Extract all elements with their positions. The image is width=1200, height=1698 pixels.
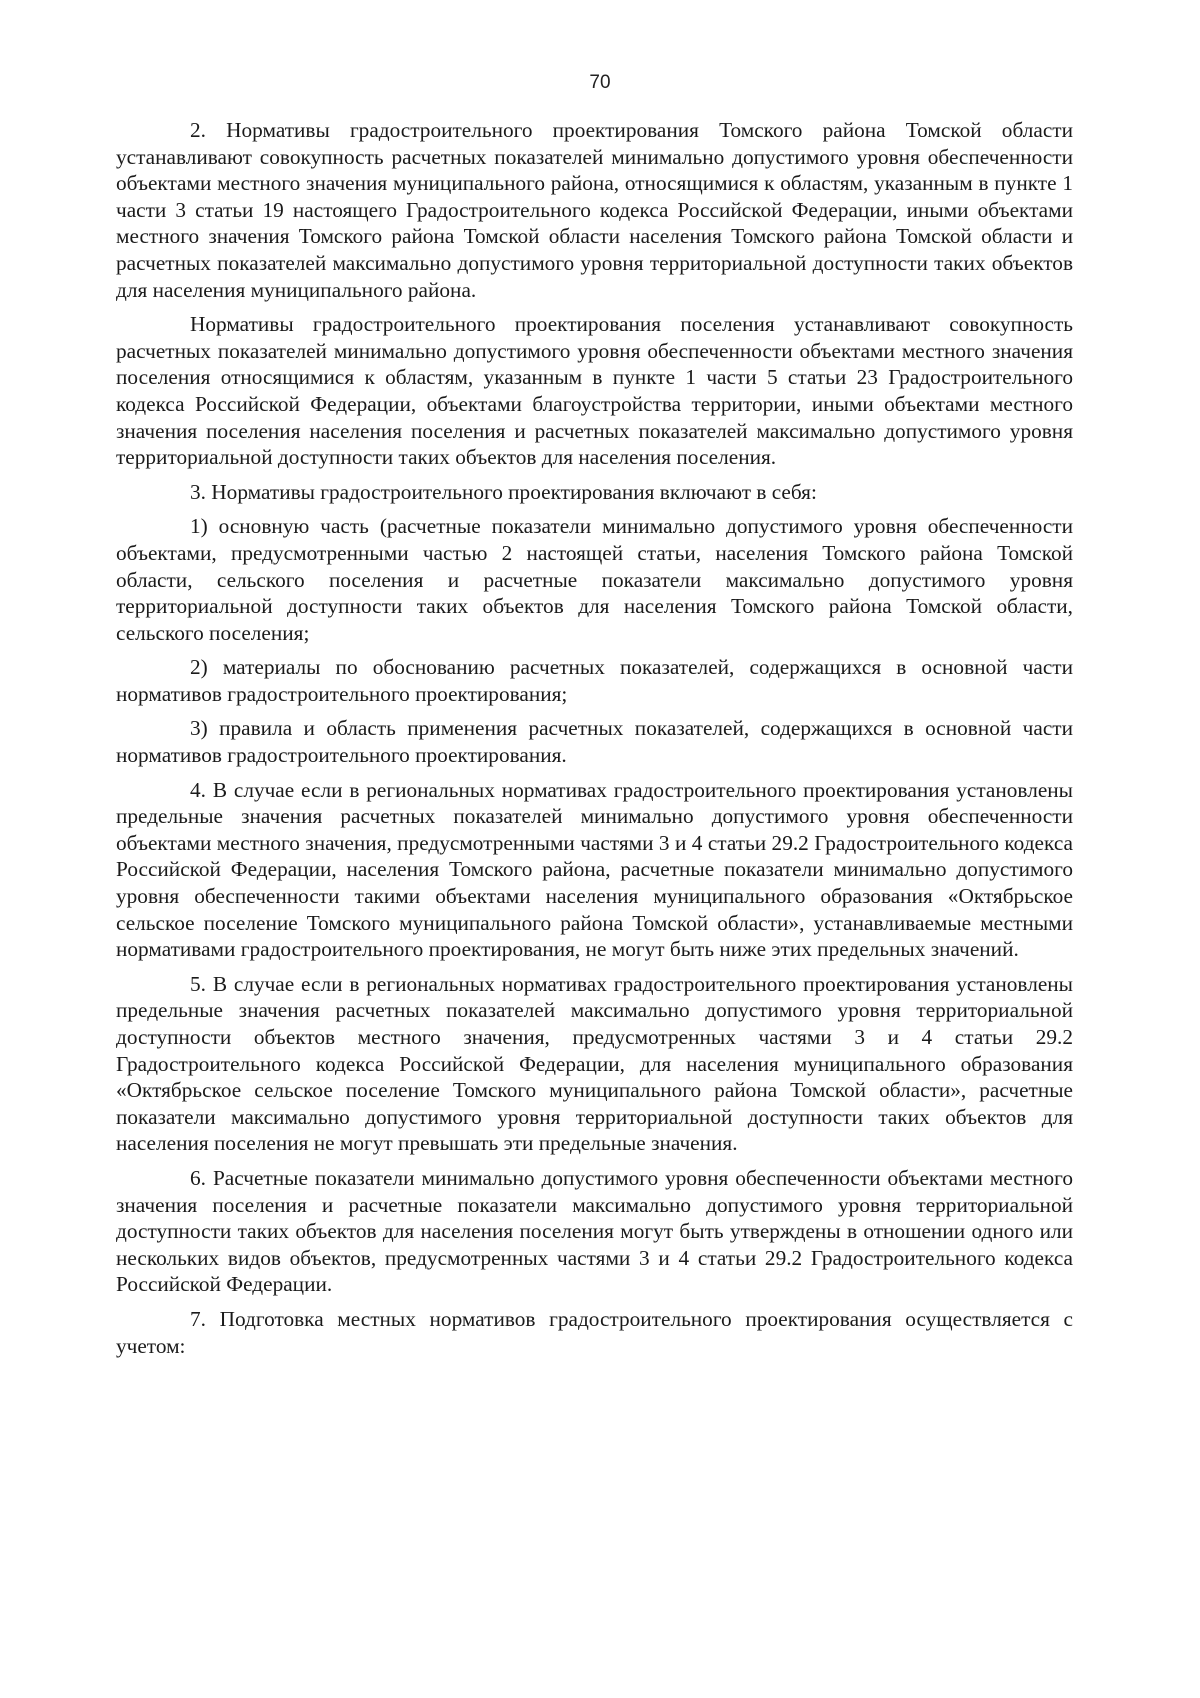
list-item-2-justification: 2) материалы по обоснованию расчетных показателей, содержащихся в основной части нормативов градостроительного проектирования; (116, 655, 1073, 706)
paragraph-4-minimum-values: 4. В случае если в региональных нормативах градостроительного проектирования установлены предельные значения расчетных показателей минимально допустимого уровня обеспеченности объектами местного значения, предусмотренными частями 3 и 4 статьи 29.2 Градостроительного кодекса Российской Федерации, населения Томского района, расчетные показатели минимально допустимого уровня обеспеченности такими объектами населения муниципального образования «Октябрьское сельское поселение Томского муниципального района Томской области», устанавливаемые местными нормативами градостроительного проектирования, не могут быть ниже этих предельных значений. (116, 777, 1073, 962)
document-body (116, 117, 1073, 1367)
paragraph-5-accessibility-values: 5. В случае если в региональных нормативах градостроительного проектирования установлены предельные значения расчетных показателей максимально допустимого уровня территориальной доступности объектов местного значения, предусмотренных частями 3 и 4 статьи 29.2 Градостроительного кодекса Российской Федерации, для населения муниципального образования «Октябрьское сельское поселение Томского муниципального района Томской области», расчетные показатели максимально допустимого уровня территориальной доступности таких объектов для населения поселения не могут превышать эти предельные значения. (116, 971, 1073, 1156)
page-number: 70 (589, 72, 611, 93)
list-item-3-rules: 3) правила и область применения расчетных показателей, содержащихся в основной части нормативов градостроительного проектирования. (116, 716, 1073, 768)
paragraph-2-municipal-norms: 2. Нормативы градостроительного проектирования Томского района Томской области устанавливают совокупность расчетных показателей минимально допустимого уровня обеспеченности объектами местного значения муниципального района, относящимися к областям, указанным в пункте 1 части 3 статьи 19 настоящего Градостроительного кодекса Российской Федерации, иными объектами местного значения Томского района Томской области населения Томского района Томской области и расчетных показателей максимально допустимого уровня территориальной доступности таких объектов для населения муниципального района. (116, 118, 1073, 302)
paragraph-3-contents: 3. Нормативы градостроительного проектирования включают в себя: (190, 479, 817, 504)
paragraph-7-preparation: 7. Подготовка местных нормативов градостроительного проектирования осуществляется с учетом: (116, 1306, 1073, 1358)
list-item-1-main-part: 1) основную часть (расчетные показатели минимально допустимого уровня обеспеченности объектами, предусмотренными частью 2 настоящей статьи, населения Томского района Томской области, сельского поселения и расчетные показатели максимально допустимого уровня территориальной доступности таких объектов для населения Томского района Томской области, сельского поселения; (116, 514, 1073, 645)
paragraph-6-approval: 6. Расчетные показатели минимально допустимого уровня обеспеченности объектами местного значения поселения и расчетные показатели максимально допустимого уровня территориальной доступности таких объектов для населения поселения могут быть утверждены в отношении одного или нескольких видов объектов, предусмотренных частями 3 и 4 статьи 29.2 Градостроительного кодекса Российской Федерации. (116, 1165, 1073, 1297)
paragraph-settlement-norms: Нормативы градостроительного проектирования поселения устанавливают совокупность расчетных показателей минимально допустимого уровня обеспеченности объектами местного значения поселения относящимися к областям, указанным в пункте 1 части 5 статьи 23 Градостроительного кодекса Российской Федерации, объектами благоустройства территории, иными объектами местного значения поселения населения поселения и расчетных показателей максимально допустимого уровня территориальной доступности таких объектов для населения поселения. (116, 312, 1073, 470)
